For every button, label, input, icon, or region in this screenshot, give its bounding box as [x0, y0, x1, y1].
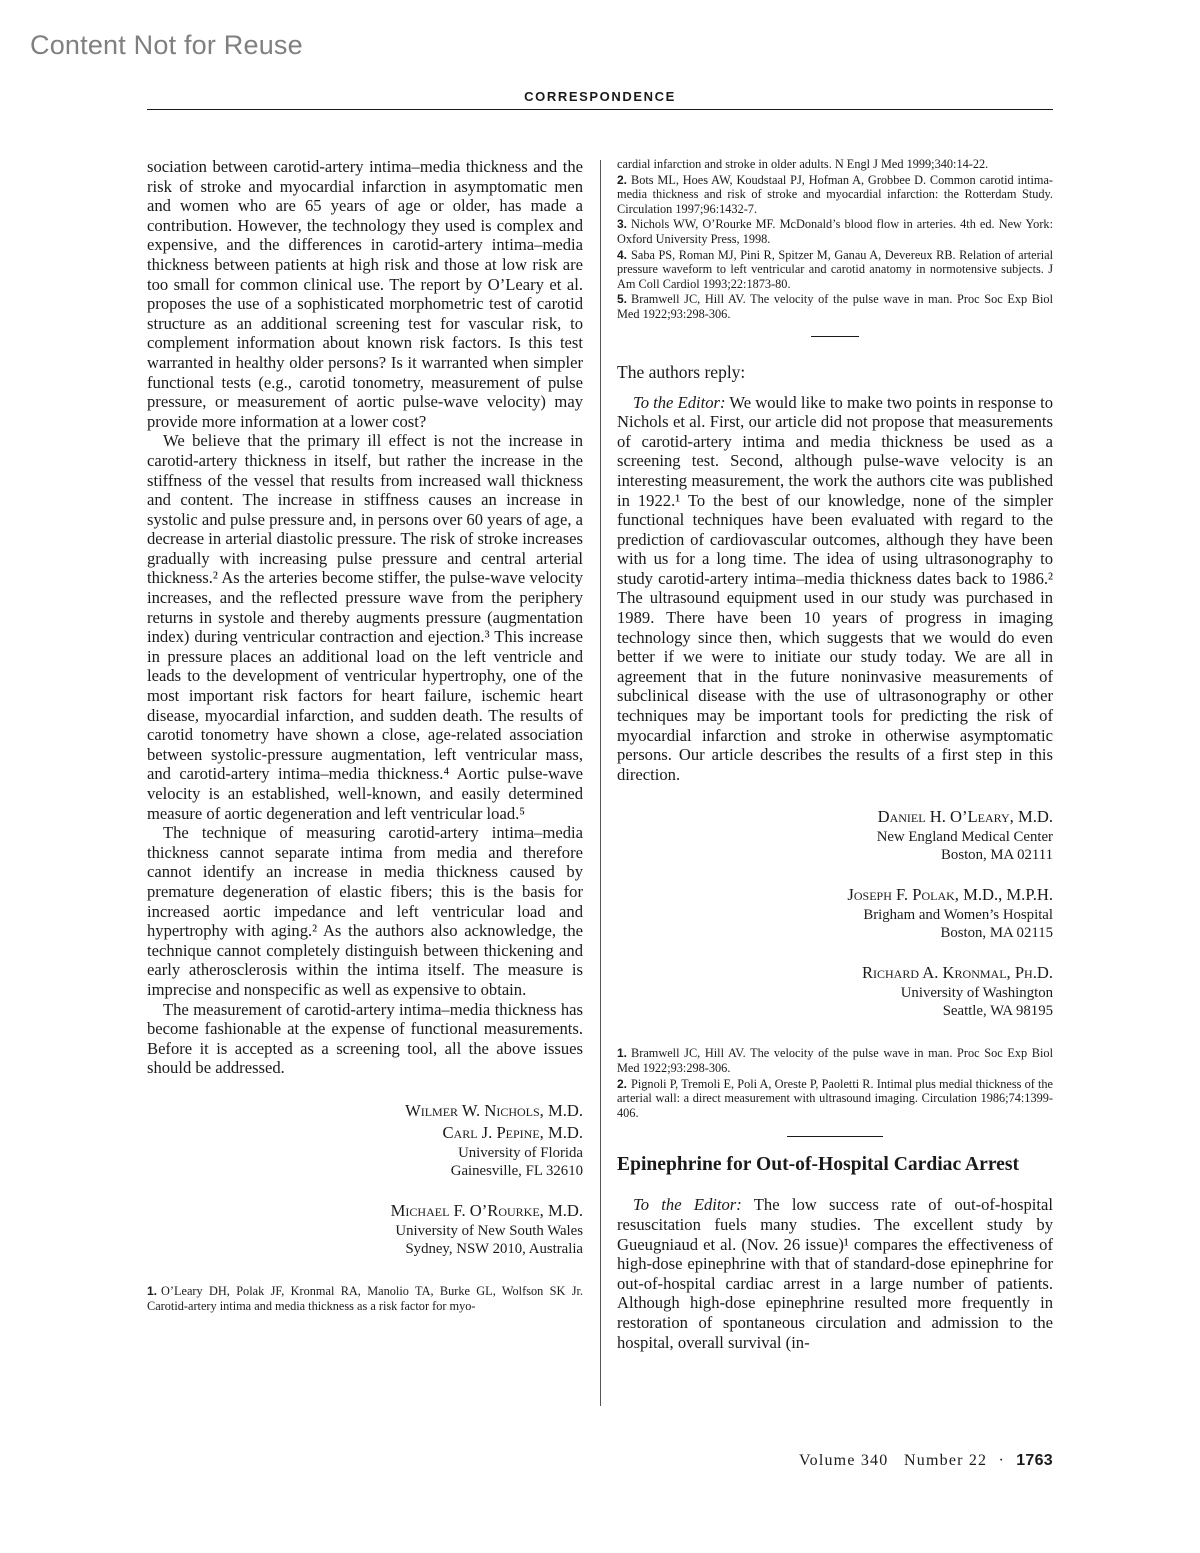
author-name: Carl J. Pepine, M.D.	[442, 1122, 583, 1142]
footer-separator: ·	[998, 1452, 1005, 1469]
author-address: Gainesville, FL 32610	[450, 1162, 583, 1179]
author-name: Joseph F. Polak, M.D., M.P.H.	[847, 885, 1053, 905]
author-affiliation: University of Washington	[900, 985, 1053, 1002]
letter-paragraph: To the Editor: The low success rate of out-of-hospital resuscitation fuels many studies. The excellent study by Gueugniaud et al. (Nov. 26 issue)¹ compares the effectiveness of high-dose epinephrine with that of standard-dose epinephrine for out-of-hospital cardiac arrest in a large number of patients. Although high-dose epinephrine resulted more frequently in restoration of spontaneous circulation and admission to the hospital, overall survival (in-	[617, 1195, 1053, 1352]
column-divider	[600, 160, 601, 1406]
author-affiliation: University of Florida	[458, 1144, 583, 1161]
watermark: Content Not for Reuse	[30, 30, 303, 60]
reference-item: 2. Pignoli P, Tremoli E, Poli A, Oreste P, Paoletti R. Intimal plus medial thickness of the arterial wall: a direct measurement with ultrasound imaging. Circulation 1986;74:1399-406.	[617, 1076, 1053, 1120]
reference-list	[617, 1046, 1053, 1120]
author-affiliation: University of New South Wales	[395, 1222, 583, 1239]
reference-item: 1. Bramwell JC, Hill AV. The velocity of the pulse wave in man. Proc Soc Exp Biol Med 1922;93:298-306.	[617, 1046, 1053, 1075]
header-rule	[147, 109, 1053, 110]
reply-heading: The authors reply:	[617, 361, 746, 382]
to-the-editor: To the Editor:	[633, 392, 726, 412]
author-affiliation: Brigham and Women’s Hospital	[863, 907, 1053, 924]
signature-block	[617, 806, 1053, 1020]
left-column	[147, 157, 583, 1314]
letter-paragraph: The measurement of carotid-artery intima–media thickness has become fashionable at the expense of functional measurements. Before it is accepted as a screening tool, all the above issues should be addressed.	[147, 999, 583, 1078]
reference-list	[147, 1284, 583, 1313]
volume-label: Volume 340	[798, 1452, 889, 1469]
author-address: Sydney, NSW 2010, Australia	[405, 1240, 583, 1257]
section-header: CORRESPONDENCE	[524, 89, 676, 104]
author-name: Daniel H. O’Leary, M.D.	[877, 807, 1053, 827]
to-the-editor: To the Editor:	[633, 1195, 742, 1215]
reference-item: 4. Saba PS, Roman MJ, Pini R, Spitzer M, Ganau A, Devereux RB. Relation of arterial pressure waveform to left ventricular and carotid anatomy in normotensive subjects. J Am Coll Cardiol 1993;22:1873-80.	[617, 247, 1053, 291]
reference-item: 1. O’Leary DH, Polak JF, Kronmal RA, Manolio TA, Burke GL, Wolfson SK Jr. Carotid-artery intima and media thickness as a risk factor for myo-	[147, 1283, 583, 1313]
article-title: Epinephrine for Out-of-Hospital Cardiac Arrest	[617, 1154, 1020, 1176]
author-affiliation: New England Medical Center	[876, 829, 1053, 846]
reply-paragraph: To the Editor: We would like to make two points in response to Nichols et al. First, our article did not propose that measurements of carotid-artery intima and media thickness be used as a screening test. Second, although pulse-wave velocity is an interesting measurement, the work the authors cite was published in 1922.¹ To the best of our knowledge, none of the simpler functional techniques have been evaluated with regard to the prediction of cardiovascular outcomes, although they have been with us for a long time. The idea of using ultrasonography to study carotid-artery intima–media thickness dates back to 1986.² The ultrasound equipment used in our study was purchased in 1989. There have been 10 years of progress in imaging technology since then, which suggests that we would do even better if we were to initiate our study today. We are all in agreement that in the future noninvasive measurements of subclinical disease with the use of ultrasonography or other techniques may be important tools for predicting the risk of myocardial infarction and stroke in otherwise asymptomatic persons. Our article describes the results of a first step in this direction.	[617, 392, 1053, 784]
reference-item: 5. Bramwell JC, Hill AV. The velocity of the pulse wave in man. Proc Soc Exp Biol Med 1922;93:298-306.	[617, 292, 1053, 321]
section-separator	[811, 336, 859, 337]
section-separator	[787, 1136, 883, 1137]
letter-paragraph: We believe that the primary ill effect is not the increase in carotid-artery thickness in itself, but rather the increase in the stiffness of the vessel that results from increased wall thickness and content. The increase in stiffness causes an increase in systolic and pulse pressure and, in persons over 60 years of age, a decrease in arterial diastolic pressure. The risk of stroke increases gradually with increasing pulse pressure and central arterial thickness.² As the arteries become stiffer, the pulse-wave velocity increases, and the reflected pressure wave from the periphery returns in systole and thereby augments pressure (augmentation index) during ventricular contraction and ejection.³ This increase in pressure places an additional load on the left ventricle and leads to the development of ventricular hypertrophy, one of the most important risk factors for heart failure, ischemic heart disease, myocardial infarction, and sudden death. The results of carotid tonometry have shown a close, age-related association between systolic-pressure augmentation, left ventricular mass, and carotid-artery intima–media thickness.⁴ Aortic pulse-wave velocity is an established, well-known, and easily determined measure of aortic degeneration and left ventricular load.⁵	[147, 431, 583, 823]
page-footer	[680, 1452, 1053, 1470]
reference-item: cardial infarction and stroke in older adults. N Engl J Med 1999;340:14-22.	[617, 157, 989, 171]
letter-paragraph: The technique of measuring carotid-artery intima–media thickness cannot separate intima from media and therefore cannot identify an increase in media thickness caused by premature degeneration of elastic fibers; this is the basis for increased aortic impedance and left ventricular load and hypertrophy with aging.² As the authors also acknowledge, the technique cannot completely distinguish between thickening and early atherosclerosis within the intima itself. The measure is imprecise and nonspecific as well as expensive to obtain.	[147, 823, 583, 999]
author-address: Boston, MA 02111	[941, 847, 1053, 864]
author-address: Boston, MA 02115	[940, 925, 1053, 942]
author-name: Michael F. O’Rourke, M.D.	[390, 1200, 583, 1220]
author-name: Richard A. Kronmal, Ph.D.	[861, 963, 1053, 983]
page-number: 1763	[1016, 1452, 1053, 1469]
letter-paragraph: sociation between carotid-artery intima–media thickness and the risk of stroke and myocardial infarction in asymptomatic men and women who are 65 years of age or older, has made a contribution. However, the technology they used is complex and expensive, and the differences in carotid-artery intima–media thickness between patients at high risk and those at low risk are too small for common clinical use. The report by O’Leary et al. proposes the use of a sophisticated morphometric test of carotid structure as an additional screening test for vascular risk, to complement information about known risk factors. Is this test warranted in healthy older persons? Is it warranted when simpler functional tests (e.g., carotid tonometry, measurement of pulse pressure, or measurement of aortic pulse-wave velocity) may provide more information at a lower cost?	[147, 157, 583, 431]
author-name: Wilmer W. Nichols, M.D.	[405, 1100, 583, 1120]
issue-number: Number 22	[904, 1452, 988, 1469]
right-column	[617, 157, 1053, 1352]
reference-item: 3. Nichols WW, O’Rourke MF. McDonald’s blood flow in arteries. 4th ed. New York: Oxford University Press, 1998.	[617, 217, 1053, 246]
reference-item: 2. Bots ML, Hoes AW, Koudstaal PJ, Hofman A, Grobbee D. Common carotid intima-media thickness and risk of stroke and myocardial infarction: the Rotterdam Study. Circulation 1997;96:1432-7.	[617, 172, 1053, 216]
author-address: Seattle, WA 98195	[942, 1003, 1053, 1020]
reference-list	[617, 157, 1053, 322]
signature-block	[147, 1100, 583, 1258]
